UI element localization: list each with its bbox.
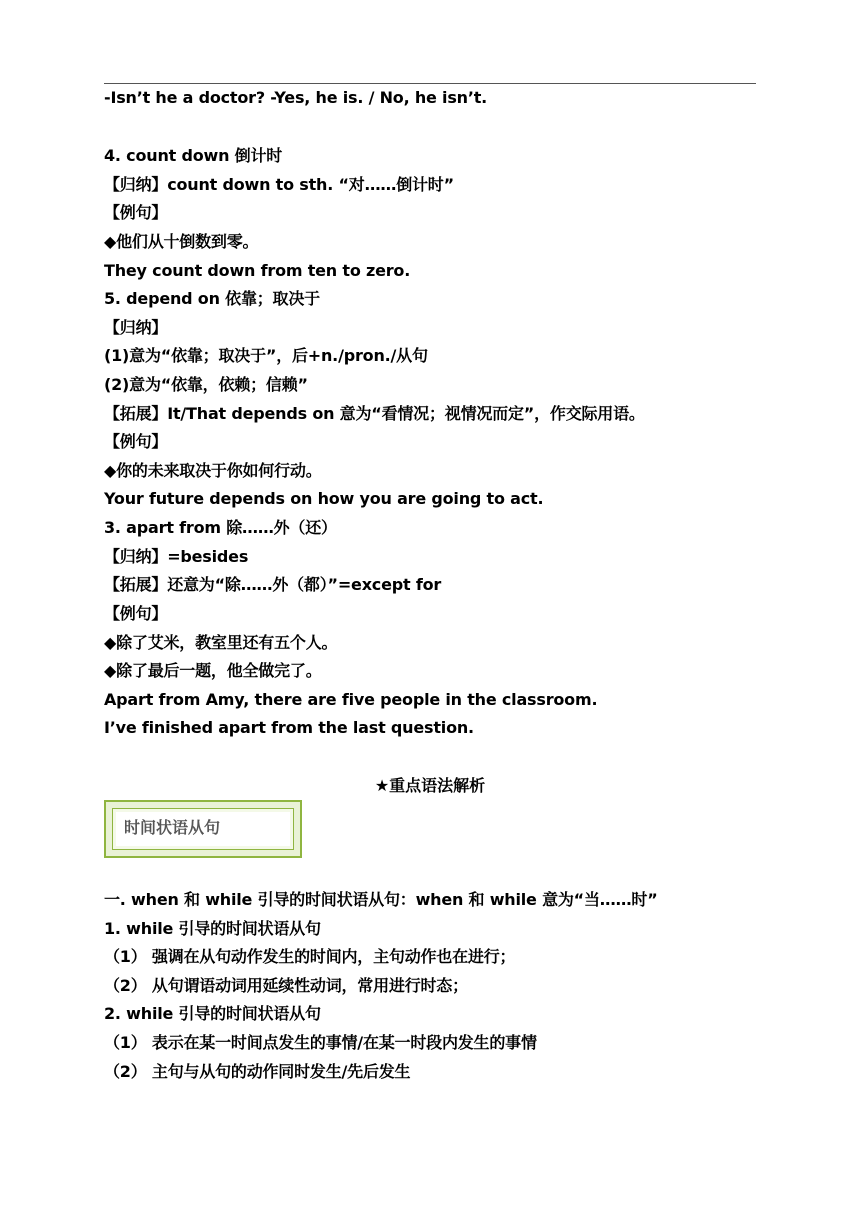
extension-line: 【拓展】还意为“除……外（都）”=except for [104, 575, 442, 594]
box-title: 时间状语从句 [124, 818, 221, 837]
header-rule [104, 83, 756, 84]
grammar-point: （2） 主句与从句的动作同时发生/先后发生 [104, 1062, 411, 1081]
phrase-heading: 4. count down 倒计时 [104, 146, 283, 165]
example-label: 【例句】 [104, 203, 168, 222]
phrase-heading: 5. depend on 依靠；取决于 [104, 289, 320, 308]
chinese-example: ◆除了最后一题，他全做完了。 [104, 661, 322, 680]
summary-line: 【归纳】count down to sth. “对……倒计时” [104, 175, 454, 194]
example-sentence: -Isn’t he a doctor? -Yes, he is. / No, he isn’t. [104, 88, 488, 107]
english-example: Your future depends on how you are going to act. [104, 489, 544, 508]
grammar-point: （1） 强调在从句动作发生的时间内，主句动作也在进行； [104, 947, 516, 966]
grammar-heading: 一. when 和 while 引导的时间状语从句：when 和 while 意为“当……时” [104, 890, 658, 909]
chinese-example: ◆除了艾米，教室里还有五个人。 [104, 633, 338, 652]
grammar-point: （1） 表示在某一时间点发生的事情/在某一时段内发生的事情 [104, 1033, 537, 1052]
grammar-point: （2） 从句谓语动词用延续性动词，常用进行时态； [104, 976, 468, 995]
summary-item: (2)意为“依靠，依赖；信赖” [104, 375, 308, 394]
summary-item: (1)意为“依靠；取决于”，后+n./pron./从句 [104, 346, 428, 365]
extension-line: 【拓展】It/That depends on 意为“看情况；视情况而定”，作交际用语。 [104, 404, 645, 423]
phrase-heading: 3. apart from 除……外（还） [104, 518, 337, 537]
section-heading: ★重点语法解析 [374, 776, 486, 795]
title-box [104, 800, 302, 858]
grammar-subheading: 1. while 引导的时间状语从句 [104, 919, 321, 938]
summary-line: 【归纳】=besides [104, 547, 249, 566]
chinese-example: ◆你的未来取决于你如何行动。 [104, 461, 322, 480]
english-example: I’ve finished apart from the last question. [104, 718, 474, 737]
english-example: Apart from Amy, there are five people in the classroom. [104, 690, 598, 709]
english-example: They count down from ten to zero. [104, 261, 411, 280]
example-label: 【例句】 [104, 432, 168, 451]
chinese-example: ◆他们从十倒数到零。 [104, 232, 259, 251]
grammar-subheading: 2. while 引导的时间状语从句 [104, 1004, 321, 1023]
summary-label: 【归纳】 [104, 318, 168, 337]
example-label: 【例句】 [104, 604, 168, 623]
